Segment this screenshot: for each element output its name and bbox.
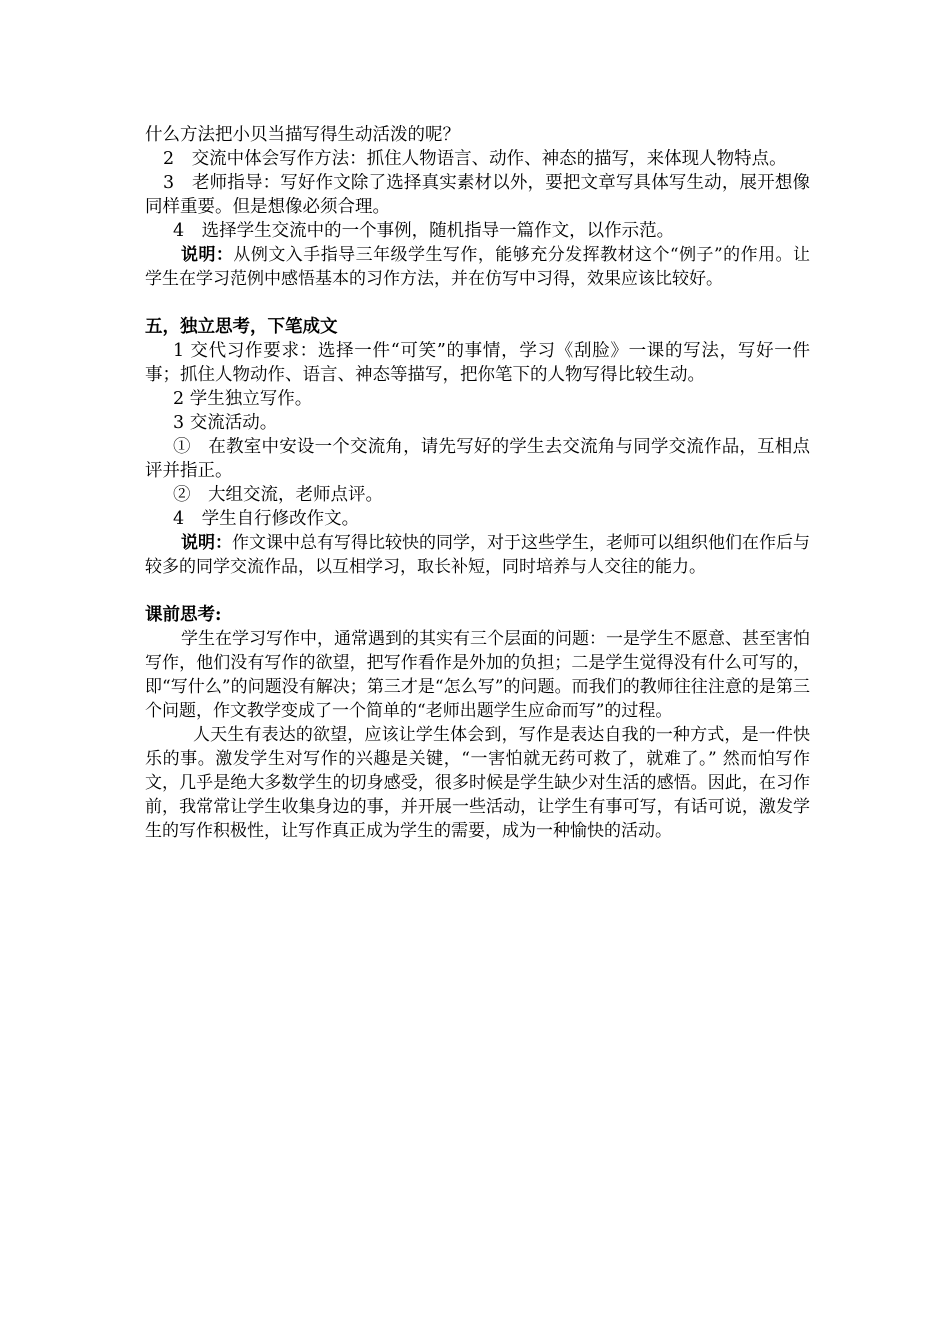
explanation-note-2 <box>145 531 810 579</box>
section5-item-4: 4 学生自行修改作文。 <box>173 509 360 529</box>
step-3-text: 3 老师指导：写好作文除了选择真实素材以外，要把文章写具体写生动，展开想像同样重要。但是想像必须合理。 <box>145 173 810 217</box>
document-page <box>145 123 810 843</box>
section5-item-3: 3 交流活动。 <box>173 413 278 433</box>
explanation-text-2: 作文课中总有写得比较快的同学，对于这些学生，老师可以组织他们在作后与较多的同学交流作品，以互相学习，取长补短，同时培养与人交往的能力。 <box>145 533 810 577</box>
reflection-paragraph-2: 人天生有表达的欲望，应该让学生体会到，写作是表达自我的一种方式，是一件快乐的事。激发学生对写作的兴趣是关键，“一害怕就无药可救了，就难了。” 然而怕写作文，几乎是绝大多数学生的切身感受，很多时候是学生缺少对生活的感悟。因此，在习作前，我常常让学生收集身边的事，并开展一些活动，让学生有事可写，有话可说，激发学生的写作积极性，让写作真正成为学生的需要，成为一种愉快的活动。 <box>145 725 810 841</box>
step-4-text: 4 选择学生交流中的一个事例，随机指导一篇作文，以作示范。 <box>173 221 675 241</box>
section5-item-1: 1 交代习作要求：选择一件“可笑”的事情，学习《刮脸》一课的写法，写好一件事；抓住人物动作、语言、神态等描写，把你笔下的人物写得比较生动。 <box>145 341 810 385</box>
reflection-paragraph-1: 学生在学习写作中，通常遇到的其实有三个层面的问题：一是学生不愿意、甚至害怕写作，他们没有写作的欲望，把写作看作是外加的负担；二是学生觉得没有什么可写的，即“写什么”的问题没有解决；第三才是“怎么写”的问题。而我们的教师往往注意的是第三个问题，作文教学变成了一个简单的“老师出题学生应命而写”的过程。 <box>145 629 810 721</box>
explanation-text: 从例文入手指导三年级学生写作，能够充分发挥教材这个“例子”的作用。让学生在学习范例中感悟基本的习作方法，并在仿写中习得，效果应该比较好。 <box>145 245 810 289</box>
section-heading-5: 五，独立思考，下笔成文 <box>145 317 338 337</box>
step-2-text: 2 交流中体会写作方法：抓住人物语言、动作、神态的描写，来体现人物特点。 <box>163 149 787 169</box>
explanation-label-2: 说明： <box>181 533 232 553</box>
explanation-label: 说明： <box>181 245 234 265</box>
reflection-heading: 课前思考: <box>145 605 222 625</box>
explanation-note <box>145 243 810 291</box>
section5-subitem-2: ② 大组交流，老师点评。 <box>173 485 383 505</box>
section5-item-2: 2 学生独立写作。 <box>173 389 313 409</box>
section5-subitem-1: ① 在教室中安设一个交流角，请先写好的学生去交流角与同学交流作品，互相点评并指正。 <box>145 437 810 481</box>
paragraph-continuation: 什么方法把小贝当描写得生动活泼的呢？ <box>145 125 460 145</box>
